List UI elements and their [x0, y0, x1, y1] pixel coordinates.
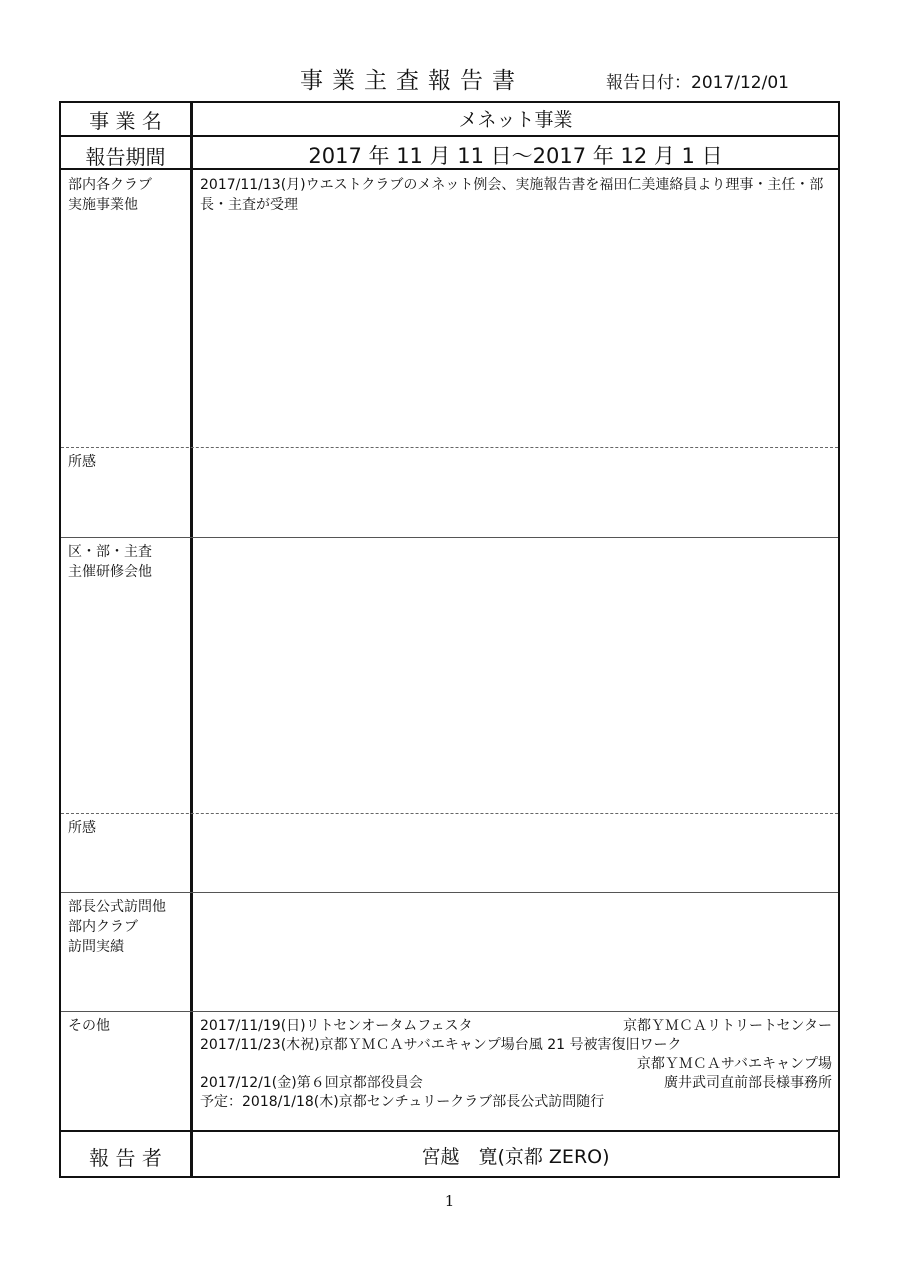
divider	[61, 447, 838, 448]
report-date: 報告日付：2017/12/01	[606, 73, 789, 93]
other-line-left: 予定：2018/1/18(木)京都センチュリークラブ部長公式訪問随行	[200, 1094, 605, 1110]
club-events-content: 2017/11/13(月)ウエストクラブのメネット例会、実施報告書を福田仁美連絡員より理事・主任・部長・主査が受理	[200, 177, 824, 213]
impression-label: 所感	[68, 454, 96, 470]
other-line-right: 京都ＹＭＣＡサバエキャンプ場	[636, 1056, 832, 1072]
other-line-left: 2017/11/23(木祝)京都ＹＭＣＡサバエキャンプ場台風 21 号被害復旧ワーク	[200, 1037, 682, 1053]
divider	[61, 813, 838, 814]
divider	[61, 135, 838, 137]
other-line-right: 廣井武司直前部長様事務所	[664, 1075, 832, 1091]
period-value: 2017 年 11 月 11 日～2017 年 12 月 1 日	[308, 144, 723, 168]
other-line	[200, 1073, 832, 1092]
divider	[61, 537, 838, 538]
reporter-label: 報 告 者	[89, 1146, 162, 1170]
other-line-left: 2017/12/1(金)第６回京都部役員会	[200, 1075, 423, 1091]
club-events-label: 部内各クラブ 実施事業他	[68, 177, 152, 213]
district-events-label: 区・部・主査 主催研修会他	[68, 544, 152, 580]
report-form	[59, 101, 840, 1178]
visits-label: 部長公式訪問他 部内クラブ 訪問実績	[68, 899, 166, 955]
other-content	[200, 1016, 832, 1111]
other-line	[200, 1092, 832, 1111]
period-label: 報告期間	[85, 145, 166, 169]
other-label: その他	[68, 1018, 110, 1034]
divider	[61, 892, 838, 893]
other-line	[200, 1035, 832, 1054]
document-title: 事業主査報告書	[300, 68, 524, 94]
impression-label: 所感	[68, 820, 96, 836]
column-divider	[190, 103, 193, 1176]
divider	[61, 1011, 838, 1012]
other-line-left: 2017/11/19(日)リトセンオータムフェスタ	[200, 1018, 473, 1034]
other-line-right: 京都ＹＭＣＡリトリートセンター	[622, 1018, 832, 1034]
other-line	[200, 1016, 832, 1035]
divider	[61, 1130, 838, 1132]
other-line	[200, 1054, 832, 1073]
reporter-value: 宮越 寛(京都 ZERO)	[421, 1146, 610, 1168]
page-number: 1	[444, 1192, 455, 1210]
project-value: メネット事業	[458, 109, 573, 131]
project-label: 事 業 名	[89, 109, 162, 133]
divider	[61, 168, 838, 170]
